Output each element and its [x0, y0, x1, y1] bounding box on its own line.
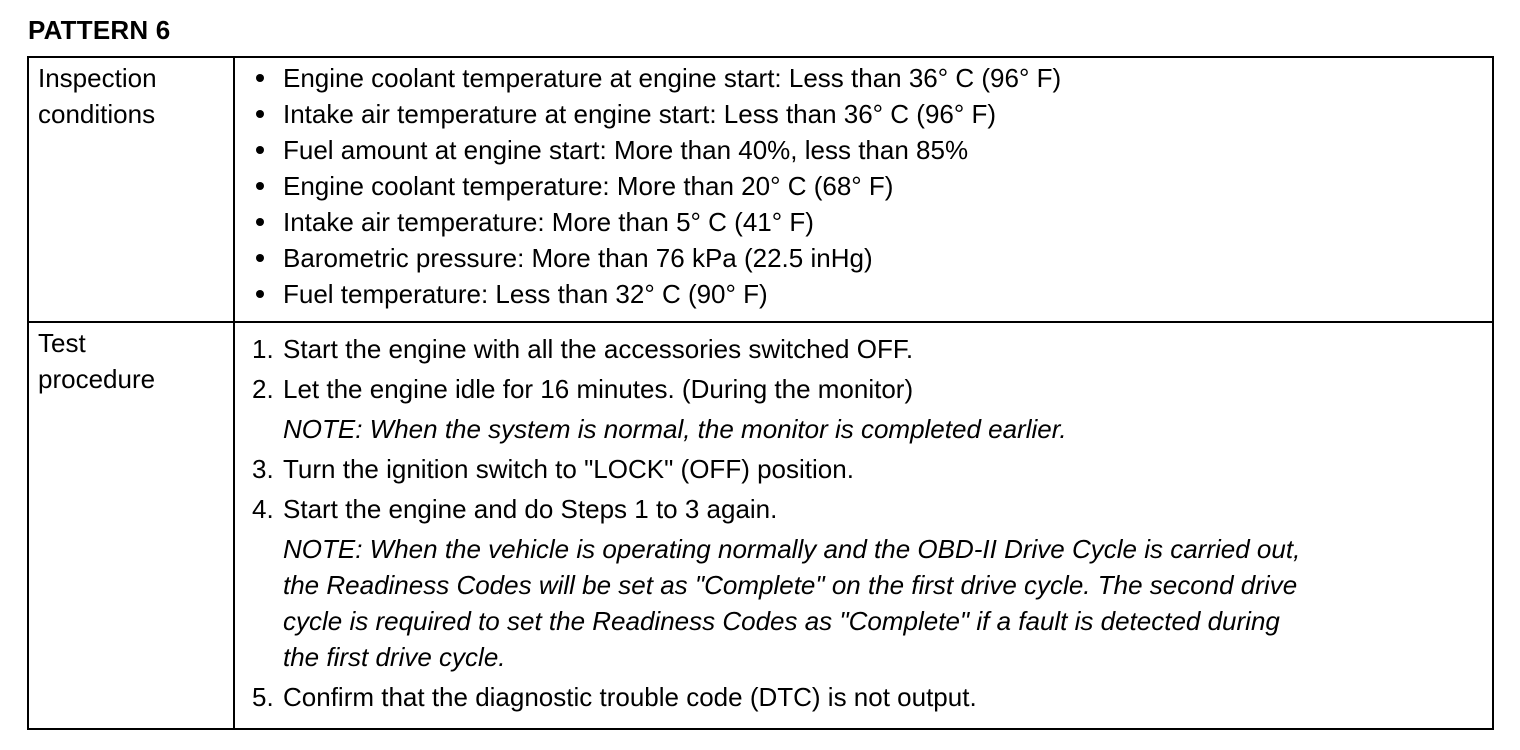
condition-item: Engine coolant temperature at engine start: Less than 36° C (96° F) [252, 60, 1492, 96]
step-text: Start the engine and do Steps 1 to 3 again. [283, 494, 778, 524]
inspection-conditions-label [28, 57, 234, 322]
note-line: NOTE: When the vehicle is operating normally and the OBD-II Drive Cycle is carried out, [283, 534, 1301, 564]
step-text: Start the engine with all the accessories switched OFF. [283, 334, 914, 364]
condition-item: Barometric pressure: More than 76 kPa (22.5 inHg) [252, 240, 1492, 276]
procedure-steps [235, 323, 1492, 715]
condition-item: Intake air temperature at engine start: Less than 36° C (96° F) [252, 96, 1492, 132]
procedure-step [252, 331, 1492, 367]
note-line: the first drive cycle. [283, 642, 506, 672]
note-line: NOTE: When the system is normal, the monitor is completed earlier. [283, 414, 1067, 444]
procedure-step [252, 451, 1492, 487]
step-number: 3. [252, 454, 274, 484]
inspection-conditions-content [234, 57, 1493, 322]
procedure-step [252, 491, 1492, 527]
procedure-step [252, 679, 1492, 715]
step-number: 4. [252, 494, 274, 524]
step-text: Turn the ignition switch to "LOCK" (OFF) position. [283, 454, 854, 484]
note-line: cycle is required to set the Readiness Codes as "Complete" if a fault is detected during [283, 606, 1280, 636]
step-text: Confirm that the diagnostic trouble code (DTC) is not output. [283, 682, 977, 712]
inspection-conditions-row [28, 57, 1493, 322]
step-number: 5. [252, 682, 274, 712]
procedure-note [283, 411, 1492, 447]
pattern-table [27, 56, 1494, 730]
step-text: Let the engine idle for 16 minutes. (During the monitor) [283, 374, 914, 404]
label-line: conditions [38, 99, 156, 129]
procedure-note [283, 531, 1492, 675]
label-line: Inspection [38, 63, 157, 93]
test-procedure-row [28, 322, 1493, 729]
procedure-step [252, 371, 1492, 407]
test-procedure-content [234, 322, 1493, 729]
condition-item: Fuel temperature: Less than 32° C (90° F) [252, 276, 1492, 312]
step-number: 2. [252, 374, 274, 404]
pattern-heading: PATTERN 6 [28, 15, 171, 45]
note-line: the Readiness Codes will be set as "Complete" on the first drive cycle. The second drive [283, 570, 1298, 600]
test-procedure-label [28, 322, 234, 729]
condition-item: Intake air temperature: More than 5° C (41° F) [252, 204, 1492, 240]
step-number: 1. [252, 334, 274, 364]
conditions-list [235, 58, 1492, 312]
label-line: procedure [38, 364, 156, 394]
condition-item: Engine coolant temperature: More than 20° C (68° F) [252, 168, 1492, 204]
label-line: Test [38, 328, 86, 358]
condition-item: Fuel amount at engine start: More than 40%, less than 85% [252, 132, 1492, 168]
